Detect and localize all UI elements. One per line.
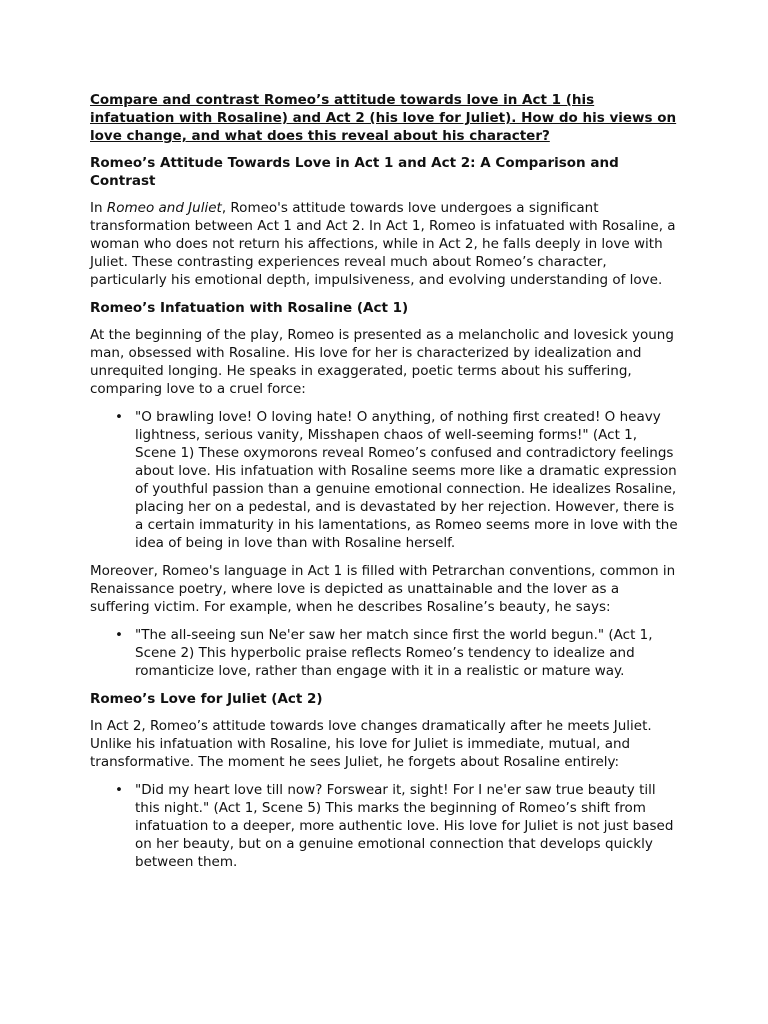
juliet-paragraph-1: In Act 2, Romeo’s attitude towards love changes dramatically after he meets Juliet. Unlike his infatuation with Rosaline, his love for Juliet is immediate, mutual, and transformative. The moment he sees Juliet, he forgets about Rosaline entirely:	[90, 718, 652, 770]
intro-rest: , Romeo's attitude towards love undergoes a significant transformation between Act 1 and Act 2. In Act 1, Romeo is infatuated with Rosaline, a woman who does not return his affections, while in Act 2, he falls deeply in love with Juliet. These contrasting experiences reveal much about Romeo’s character, particularly his emotional depth, impulsiveness, and evolving understanding of love.	[90, 200, 676, 288]
essay-title: Romeo’s Attitude Towards Love in Act 1 and Act 2: A Comparison and Contrast	[90, 155, 619, 189]
rosaline-paragraph-1: At the beginning of the play, Romeo is presented as a melancholic and lovesick young man, obsessed with Rosaline. His love for her is characterized by idealization and unrequited longing. He speaks in exaggerated, poetic terms about his suffering, comparing love to a cruel force:	[90, 327, 674, 397]
section-heading-rosaline: Romeo’s Infatuation with Rosaline (Act 1)	[90, 300, 409, 316]
quote-text: "Did my heart love till now? Forswear it, sight! For I ne'er saw true beauty till this night." (Act 1, Scene 5) This marks the beginning of Romeo’s shift from infatuation to a deeper, more authentic love. His love for Juliet is not just based on her beauty, but on a genuine emotional connection that develops quickly between them.	[135, 782, 674, 870]
quote-item	[90, 626, 682, 680]
quote-list	[90, 626, 682, 680]
essay-prompt: Compare and contrast Romeo’s attitude towards love in Act 1 (his infatuation with Rosaline) and Act 2 (his love for Juliet). How do his views on love change, and what does this reveal about his character?	[90, 92, 677, 144]
bullet-icon: •	[115, 627, 123, 643]
intro-lead: In	[90, 200, 107, 216]
intro-paragraph	[90, 199, 682, 289]
bullet-icon: •	[115, 782, 123, 798]
section-heading-juliet: Romeo’s Love for Juliet (Act 2)	[90, 691, 323, 707]
document-body	[90, 91, 682, 881]
quote-text: "O brawling love! O loving hate! O anything, of nothing first created! O heavy lightness, serious vanity, Misshapen chaos of well-seeming forms!" (Act 1, Scene 1) These oxymorons reveal Romeo’s confused and contradictory feelings about love. His infatuation with Rosaline seems more like a dramatic expression of youthful passion than a genuine emotional connection. He idealizes Rosaline, placing her on a pedestal, and is devastated by her rejection. However, there is a certain immaturity in his lamentations, as Romeo seems more in love with the idea of being in love than with Rosaline herself.	[135, 409, 678, 551]
quote-list	[90, 408, 682, 552]
quote-item	[90, 408, 682, 552]
quote-item	[90, 781, 682, 871]
quote-text: "The all-seeing sun Ne'er saw her match since first the world begun." (Act 1, Scene 2) This hyperbolic praise reflects Romeo’s tendency to idealize and romanticize love, rather than engage with it in a realistic or mature way.	[135, 627, 653, 679]
rosaline-paragraph-2: Moreover, Romeo's language in Act 1 is filled with Petrarchan conventions, common in Renaissance poetry, where love is depicted as unattainable and the lover as a suffering victim. For example, when he describes Rosaline’s beauty, he says:	[90, 563, 676, 615]
bullet-icon: •	[115, 409, 123, 425]
work-title: Romeo and Juliet	[106, 200, 222, 216]
quote-list	[90, 781, 682, 871]
